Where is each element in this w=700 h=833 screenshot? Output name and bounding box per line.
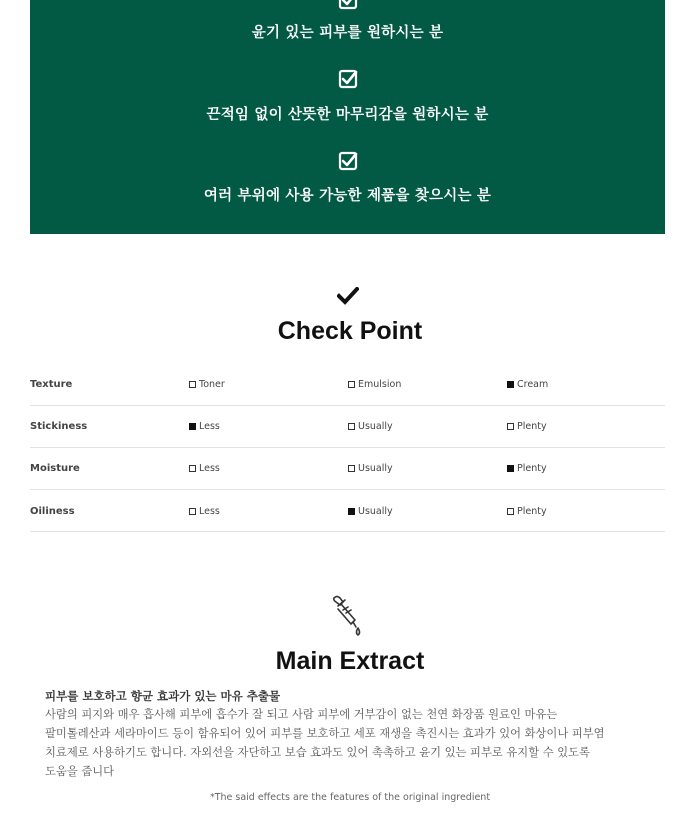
checkbox-checked-icon xyxy=(338,0,358,10)
table-row xyxy=(30,405,665,448)
checkbox-checked-icon xyxy=(189,423,196,430)
extract-description xyxy=(45,705,655,781)
description-line: 치료제로 사용하기도 합니다. 자외선을 자단하고 보습 효과도 있어 촉촉하고 윤기 있는 피부로 유지할 수 있도록 xyxy=(45,746,590,759)
option: Plenty xyxy=(507,421,547,432)
extract-heading: 피부를 보호하고 향균 효과가 있는 마유 추출물 xyxy=(45,689,281,703)
checkbox-icon xyxy=(348,381,355,388)
checkbox-checked-icon xyxy=(348,508,355,515)
check-point-title: Check Point xyxy=(277,317,423,345)
recommend-text: 윤기 있는 피부를 원하시는 분 xyxy=(251,25,444,41)
table-row xyxy=(30,489,665,532)
checkbox-checked-icon xyxy=(338,151,358,171)
option: Less xyxy=(189,463,220,474)
option: Usually xyxy=(348,463,393,474)
description-line: 팔미톨레산과 세라마이드 등이 함유되어 있어 피부를 보호하고 세포 재생을 촉진시는 효과가 있어 화상이나 피부염 xyxy=(45,727,605,740)
checkbox-icon xyxy=(348,423,355,430)
checkbox-icon xyxy=(348,465,355,472)
checkbox-checked-icon xyxy=(507,465,514,472)
checkbox-icon xyxy=(507,423,514,430)
table-row xyxy=(30,447,665,490)
footnote: *The said effects are the features of the original ingredient xyxy=(209,792,491,803)
main-extract-title: Main Extract xyxy=(275,647,425,675)
option: Cream xyxy=(507,379,548,390)
option: Toner xyxy=(189,379,225,390)
option: Usually xyxy=(348,506,393,517)
checkbox-icon xyxy=(507,508,514,515)
dropper-icon xyxy=(330,594,366,638)
description-line: 도움을 줍니다 xyxy=(45,765,115,778)
row-label: Moisture xyxy=(30,463,80,474)
option: Less xyxy=(189,506,220,517)
row-label: Oiliness xyxy=(30,506,75,517)
option: Plenty xyxy=(507,506,547,517)
checkbox-icon xyxy=(189,465,196,472)
row-label: Stickiness xyxy=(30,421,88,432)
option: Plenty xyxy=(507,463,547,474)
option: Less xyxy=(189,421,220,432)
checkbox-icon xyxy=(189,508,196,515)
checkbox-checked-icon xyxy=(507,381,514,388)
recommend-text: 끈적임 없이 산뜻한 마무리감을 원하시는 분 xyxy=(206,107,489,123)
option: Emulsion xyxy=(348,379,401,390)
checkbox-icon xyxy=(189,381,196,388)
row-label: Texture xyxy=(30,379,73,390)
recommend-panel xyxy=(30,0,665,234)
recommend-text: 여러 부위에 사용 가능한 제품을 찾으시는 분 xyxy=(203,188,492,204)
option: Usually xyxy=(348,421,393,432)
table-row xyxy=(30,363,665,406)
description-line: 사람의 피지와 매우 흡사해 피부에 흡수가 잘 되고 사람 피부에 거부감이 없는 천연 화장품 원료인 마유는 xyxy=(45,708,558,721)
checkbox-checked-icon xyxy=(338,69,358,89)
checkmark-icon xyxy=(337,287,359,305)
